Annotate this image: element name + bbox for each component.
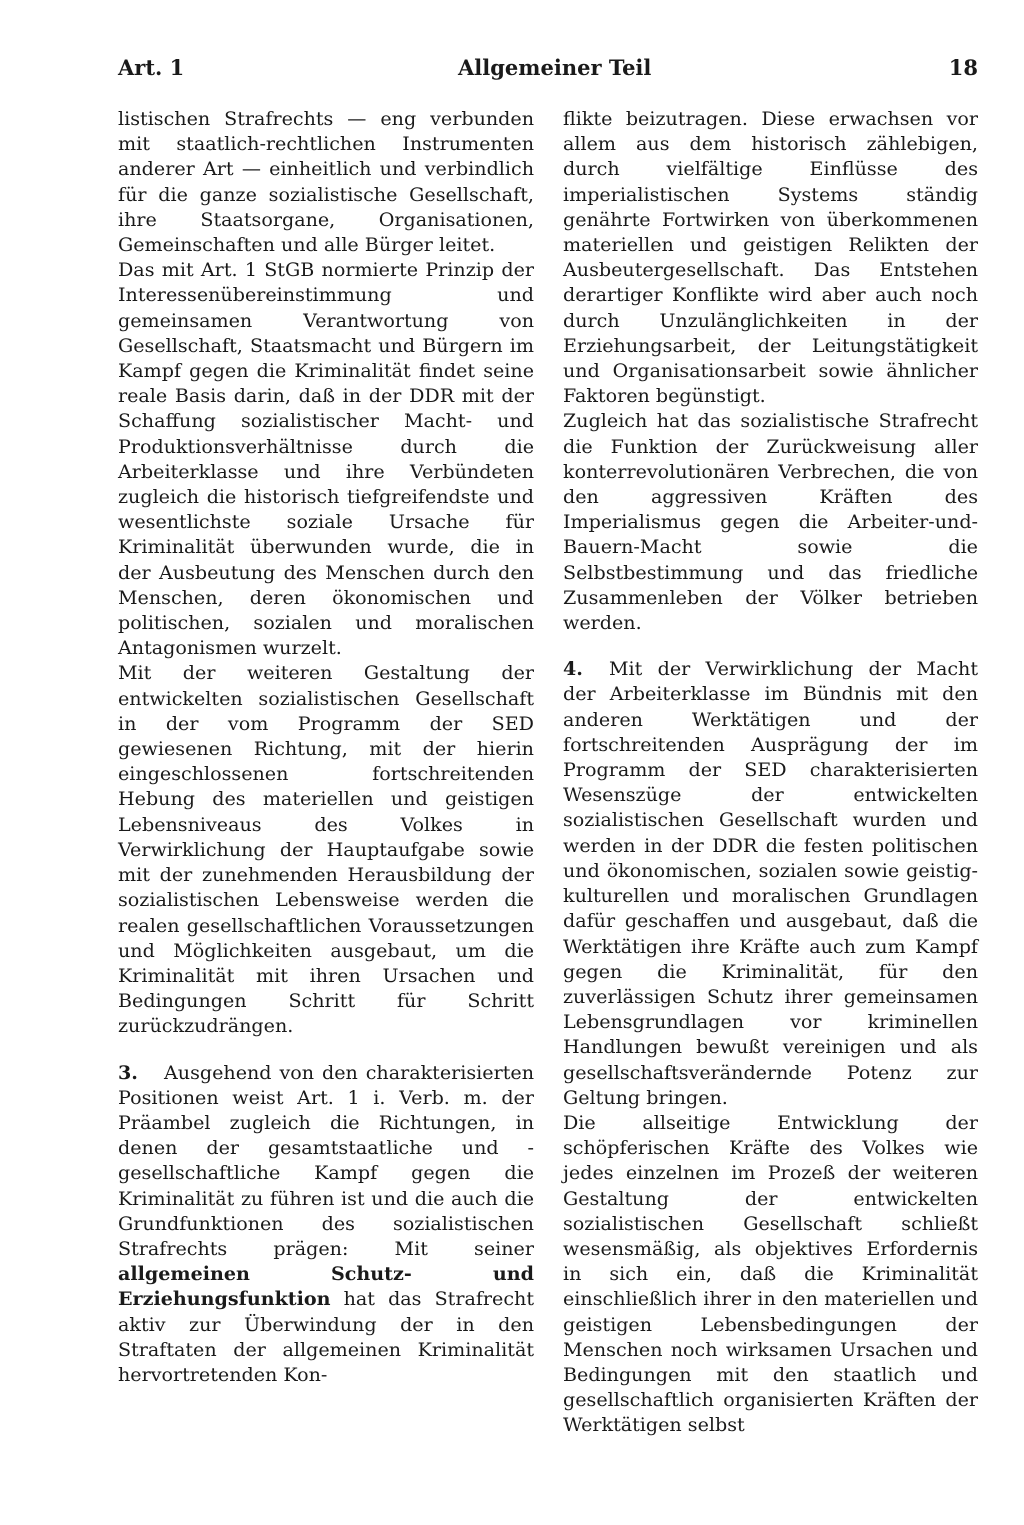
left-column [118,106,534,1387]
paragraph-weitere-gestaltung: Mit der weiteren Gestaltung der entwickelten sozialistischen Gesellschaft in der vom Programm der SED gewiesenen Richtung, mit der hierin eingeschlossenen fortschreitenden Hebung des materiellen und geistigen Lebensniveaus des Volkes in Verwirklichung der Hauptaufgabe sowie mit der zunehmenden Herausbildung der sozialistischen Lebensweise werden die realen gesellschaftlichen Voraussetzungen und Möglichkeiten ausgebaut, um die Kriminalität mit ihren Ursachen und Bedingungen Schritt für Schritt zurückzudrängen. [118,661,534,1038]
running-header [118,55,978,89]
paragraph-section-3 [118,1060,534,1388]
section-3-text-a: Ausgehend von den charakterisierten Positionen weist Art. 1 i. Verb. m. der Präambel zugleich die Richtungen, in denen der gesamtstaatliche und -gesellschaftliche Kampf gegen die Kriminalität zu führen ist und die auch die Grundfunktionen des sozialistischen Strafrechts prägen: Mit seiner [118,1060,534,1260]
paragraph-continuation: listischen Strafrechts — eng verbunden mit staatlich-rechtlichen Instrumenten anderer Art — einheitlich und verbindlich für die ganze sozialistische Gesellschaft, ihre Staatsorgane, Organisationen, Gemeinschaften und alle Bürger leitet. [118,107,534,257]
header-section-title: Allgemeiner Teil [458,55,652,80]
section-number-4: 4. [563,657,583,681]
section-3-text-b: hat das Strafrecht aktiv zur Überwindung der in den Straftaten der allgemeinen Kriminalität hervortretenden Kon- [118,1287,534,1386]
section-3-bold: allgemeinen Schutz- und Erziehungsfunktion [118,1262,534,1311]
paragraph-zugleich: Zugleich hat das sozialistische Strafrecht die Funktion der Zurückweisung aller konterrevolutionären Verbrechen, die von den aggressiven Kräften des Imperialismus gegen die Arbeiter-und-Bauern-Macht sowie die Selbstbestimmung und das friedliche Zusammenleben der Völker betrieben werden. [563,409,978,635]
section-4-text: Mit der Verwirklichung der Macht der Arbeiterklasse im Bündnis mit den anderen Werktätigen und der fortschreitenden Ausprägung der im Programm der SED charakterisierten Wesenszüge der entwickelten sozialistischen Gesellschaft wurden und werden in der DDR die festen politischen und ökonomischen, sozialen sowie geistig-kulturellen und moralischen Grundlagen dafür geschaffen und ausgebaut, daß die Werktätigen ihre Kräfte auch zum Kampf gegen die Kriminalität, für den zuverlässigen Schutz ihrer gemeinsamen Lebensgrundlagen vor kriminellen Handlungen bewußt vereinigen und als gesellschaftsverändernde Potenz zur Geltung bringen. [563,657,978,1109]
paragraph-allseitige: Die allseitige Entwicklung der schöpferischen Kräfte des Volkes wie jedes einzelnen im Prozeß der weiteren Gestaltung der entwickelten sozialistischen Gesellschaft schließt wesensmäßig, als objektives Erfordernis in sich ein, daß die Kriminalität einschließlich ihrer in den materiellen und geistigen Lebensbedingungen der Menschen noch wirksamen Ursachen und Bedingungen mit den staatlich und gesellschaftlich organisierten Kräften der Werktätigen selbst [563,1110,978,1437]
page-number: 18 [948,55,978,80]
header-article: Art. 1 [118,55,185,80]
right-column [563,106,978,1438]
section-number-3: 3. [118,1060,138,1084]
paragraph-interessen: Das mit Art. 1 StGB normierte Prinzip der Interessenübereinstimmung und gemeinsamen Verantwortung von Gesellschaft, Staatsmacht und Bürgern im Kampf gegen die Kriminalität findet seine reale Basis darin, daß in der DDR mit der Schaffung sozialistischer Macht- und Produktionsverhältnisse durch die Arbeiterklasse und ihre Verbündeten zugleich die historisch tiefgreifendste und wesentlichste soziale Ursache für Kriminalität überwunden wurde, die in der Ausbeutung des Menschen durch den Menschen, deren ökonomischen und politischen, sozialen und moralischen Antagonismen wurzelt. [118,258,534,660]
paragraph-section-4 [563,656,978,1110]
paragraph-konflikte: flikte beizutragen. Diese erwachsen vor allem aus dem historisch zählebigen, durch vielfältige Einflüsse des imperialistischen Systems ständig genährte Fortwirken von überkommenen materiellen und geistigen Relikten der Ausbeutergesellschaft. Das Entstehen derartiger Konflikte wird aber auch noch durch Unzulänglichkeiten in der Erziehungsarbeit, der Leitungstätigkeit und Organisationsarbeit sowie ähnlicher Faktoren begünstigt. [563,107,978,408]
